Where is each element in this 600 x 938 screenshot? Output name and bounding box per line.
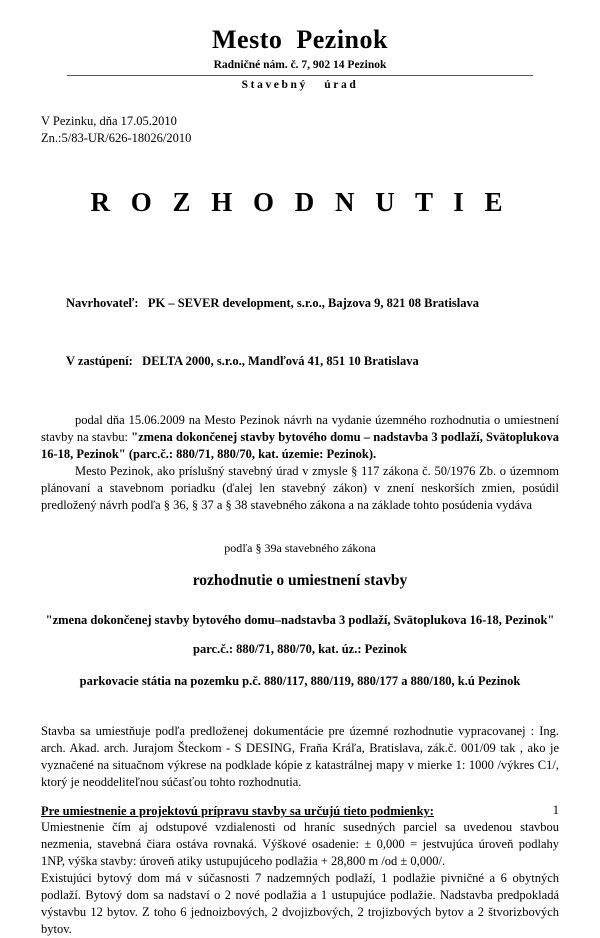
page-content bbox=[41, 0, 559, 938]
decision-parcels: parc.č.: 880/71, 880/70, kat. úz.: Pezinok bbox=[193, 642, 407, 657]
application-subject-bold: "zmena dokončenej stavby bytového domu – nadstavba 3 podlaží bbox=[131, 430, 480, 445]
parties-block bbox=[41, 274, 559, 390]
document-meta bbox=[41, 113, 559, 147]
legal-basis-line: podľa § 39a stavebného zákona bbox=[224, 541, 376, 556]
place-and-date: V Pezinku, dňa 17.05.2010 bbox=[41, 114, 177, 129]
letterhead bbox=[41, 26, 559, 91]
building-description-paragraph: Existujúci bytový dom má v súčasnosti 7 nadzemných podlaží, 1 podlažie pivničné a 6 obytných podlaží. Bytový dom sa nadstaví o 2 nové podlažia a 1 ustupujúce podlažie. Nadstavba predpokladá výstavbu 12 bytov. Z toho 6 jednoizbových, 2 dvojizbových, 2 trojizbových bytov a 2 štvorizbových bytov. bbox=[41, 871, 559, 937]
department-name: Stavebný úrad bbox=[241, 79, 359, 92]
application-subject-tail: , Svätoplukova 16-18, Pezinok" (parc.č.: 880/71, 880/70, kat. územie: Pezinok). bbox=[41, 430, 559, 462]
details-block bbox=[41, 723, 559, 938]
decision-subject: "zmena dokončenej stavby bytového domu–nadstavba 3 podlaží, Svätoplukova 16-18, Pezinok" bbox=[45, 612, 555, 627]
applicant-value: PK – SEVER development, s.r.o., Bajzova 9, 821 08 Bratislava bbox=[147, 295, 480, 310]
representative-label: V zastúpení: bbox=[66, 353, 133, 368]
applicant-row bbox=[41, 274, 559, 332]
documentation-paragraph: Stavba sa umiestňuje podľa predloženej dokumentácie pre územné rozhodnutie vypracovanej : Ing. arch. Akad. arch. Jurajom Šteckom - S DESING, Fraňa Kráľa, Bratislava, zák.č. 001/09 tak , ako je vyznačené na situačnom výkrese na podklade kópie z katastrálnej mapy v mierke 1: 1000 /výkres C1/, ktorý je neoddeliteľnou súčasťou tohto rozhodnutia. bbox=[41, 724, 559, 790]
decision-heading: rozhodnutie o umiestnení stavby bbox=[192, 572, 408, 590]
letterhead-divider bbox=[67, 75, 533, 76]
application-text-lead: podal dňa 15.06.2009 na Mesto Pezinok návrh na vydanie územného rozhodnutia o umiestnení stavby na stavbu: bbox=[41, 413, 559, 445]
representative-row bbox=[41, 332, 559, 390]
application-paragraph bbox=[41, 412, 559, 463]
organization-name: Mesto Pezinok bbox=[212, 25, 388, 54]
organization-address: Radničné nám. č. 7, 902 14 Pezinok bbox=[213, 58, 387, 71]
authority-paragraph: Mesto Pezinok, ako príslušný stavebný úrad v zmysle § 117 zákona č. 50/1976 Zb. o územnom plánovaní a stavebnom poriadku (ďalej len stavebný zákon) v znení neskorších zmien, posúdil predložený návrh podľa § 36, § 37 a § 38 stavebného zákona a na základe tohto posúdenia vydáva bbox=[41, 464, 559, 513]
applicant-label: Navrhovateľ: bbox=[66, 295, 139, 310]
conditions-heading: Pre umiestnenie a projektovú prípravu stavby sa určujú tieto podmienky: bbox=[41, 804, 434, 819]
document-title: R O Z H O D N U T I E bbox=[90, 187, 510, 218]
representative-value: DELTA 2000, s.r.o., Mandľová 41, 851 10 Bratislava bbox=[142, 353, 419, 368]
reference-number: Zn.:5/83-UR/626-18026/2010 bbox=[41, 131, 192, 146]
conditions-paragraph: Umiestnenie čím aj odstupové vzdialenosti od hraníc susedných parciel sa uvedenou stavbou nezmenia, stavebná čiara ostáva rovnaká. Výškové osadenie: ± 0,000 = jestvujúca úroveň podlahy 1NP, výška stavby: úroveň atiky ustupujúceho podlažia + 28,800 m /od ± 0,000/. bbox=[41, 820, 559, 869]
decision-parking: parkovacie státia na pozemku p.č. 880/117, 880/119, 880/177 a 880/180, k.ú Pezinok bbox=[79, 673, 521, 688]
page-number: 1 bbox=[552, 803, 559, 817]
